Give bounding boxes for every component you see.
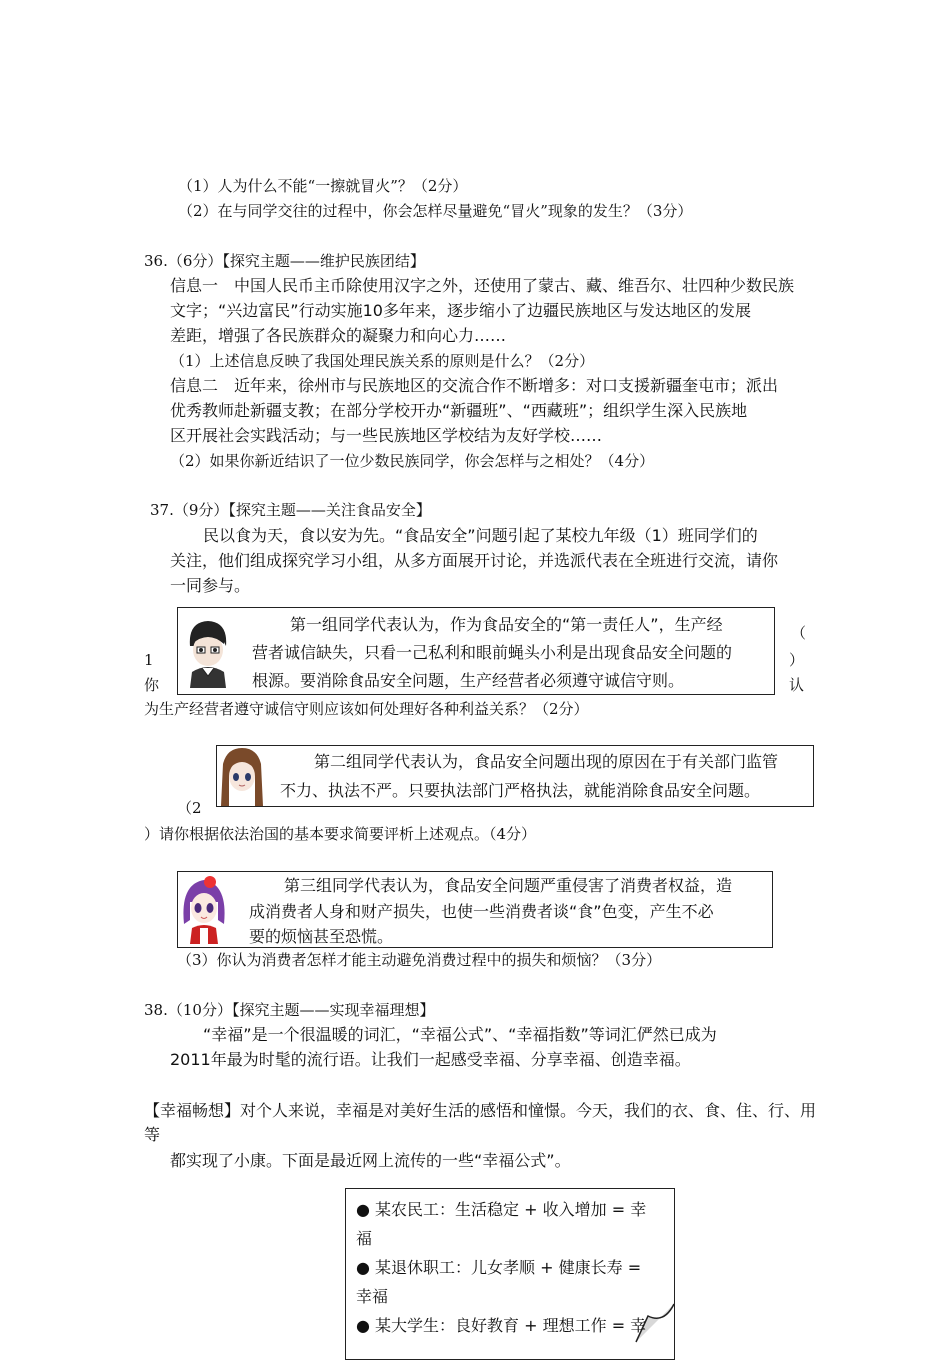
formula-line: ● 某农民工：生活稳定 + 收入增加 = 幸 xyxy=(356,1200,647,1219)
q38-section-line: 都实现了小康。下面是最近网上流传的一些“幸福公式”。 xyxy=(170,1151,571,1170)
q37-intro-line: 民以食为天，食以安为先。“食品安全”问题引起了某校九年级（1）班同学们的 xyxy=(203,526,758,545)
formula-line: ● 某退休职工：儿女孝顺 + 健康长寿 = xyxy=(356,1258,642,1277)
q38-section-line: 【幸福畅想】对个人来说，幸福是对美好生活的感悟和憧憬。今天，我们的衣、食、住、行、用 xyxy=(144,1101,817,1120)
girl-avatar-icon xyxy=(219,746,265,806)
group3-line: 第三组同学代表认为，食品安全问题严重侵害了消费者权益，造 xyxy=(284,876,733,895)
formula-line: 幸福 xyxy=(356,1287,389,1306)
q37-sub3: （3）你认为消费者怎样才能主动避免消费过程中的损失和烦恼？（3分） xyxy=(177,951,662,969)
formula-line: ● 某大学生：良好教育 + 理想工作 = 幸 xyxy=(356,1316,647,1335)
q36-info2-line: 信息二 近年来，徐州市与民族地区的交流合作不断增多：对口支援新疆奎屯市；派出 xyxy=(170,376,779,395)
group3-line: 要的烦恼甚至恐慌。 xyxy=(249,927,394,946)
q36-sub2: （2）如果你新近结识了一位少数民族同学，你会怎样与之相处？（4分） xyxy=(170,452,655,470)
q37-sub1-fragment: ） xyxy=(789,651,805,669)
girl-purple-avatar-icon xyxy=(180,874,228,944)
q37-intro-line: 关注，他们组成探究学习小组，从多方面展开讨论，并选派代表在全班进行交流，请你 xyxy=(170,551,779,570)
q38-intro-line: “幸福”是一个很温暖的词汇，“幸福公式”、“幸福指数”等词汇俨然已成为 xyxy=(203,1025,717,1044)
q37-sub2-fragment: （2 xyxy=(177,799,202,817)
q35-sub1: （1）人为什么不能“一擦就冒火”？（2分） xyxy=(178,177,468,195)
q36-sub1: （1）上述信息反映了我国处理民族关系的原则是什么？（2分） xyxy=(170,352,595,370)
q36-info2-line: 优秀教师赴新疆支教；在部分学校开办“新疆班”、“西藏班”；组织学生深入民族地 xyxy=(170,401,748,420)
q36-heading: 36.（6分）【探究主题——维护民族团结】 xyxy=(144,252,425,270)
q37-sub1-fragment: （ xyxy=(791,624,807,642)
group1-line: 根源。要消除食品安全问题，生产经营者必须遵守诚信守则。 xyxy=(252,671,685,690)
formula-line: 福 xyxy=(356,1229,373,1248)
group2-line: 第二组同学代表认为，食品安全问题出现的原因在于有关部门监管 xyxy=(314,752,779,771)
q36-info2-line: 区开展社会实践活动；与一些民族地区学校结为友好学校…… xyxy=(170,426,603,445)
q36-info1-line: 信息一 中国人民币主币除使用汉字之外，还使用了蒙古、藏、维吾尔、壮四种少数民族 xyxy=(170,276,795,295)
group1-line: 营者诚信缺失，只看一己私利和眼前蝇头小利是出现食品安全问题的 xyxy=(252,643,733,662)
q37-sub1-fragment: 你 xyxy=(144,676,160,694)
q35-sub2: （2）在与同学交往的过程中，你会怎样尽量避免“冒火”现象的发生？（3分） xyxy=(178,202,693,220)
q38-heading: 38.（10分）【探究主题——实现幸福理想】 xyxy=(144,1001,435,1019)
q38-intro-line: 2011年最为时髦的流行语。让我们一起感受幸福、分享幸福、创造幸福。 xyxy=(170,1050,691,1069)
group1-line: 第一组同学代表认为，作为食品安全的“第一责任人”，生产经 xyxy=(290,615,723,634)
boy-avatar-icon xyxy=(182,616,234,688)
q37-sub1-fragment: 认 xyxy=(789,676,805,694)
q37-heading: 37.（9分）【探究主题——关注食品安全】 xyxy=(150,501,431,519)
group2-line: 不力、执法不严。只要执法部门严格执法，就能消除食品安全问题。 xyxy=(280,781,761,800)
q36-info1-line: 文字；“兴边富民”行动实施10多年来，逐步缩小了边疆民族地区与发达地区的发展 xyxy=(170,301,751,320)
q36-info1-line: 差距，增强了各民族群众的凝聚力和向心力…… xyxy=(170,326,507,345)
q37-sub1-fragment: 1 xyxy=(144,651,154,669)
q37-intro-line: 一同参与。 xyxy=(170,576,251,595)
q38-section-line: 等 xyxy=(144,1125,161,1144)
q37-sub2: ）请你根据依法治国的基本要求简要评析上述观点。（4分） xyxy=(144,825,537,843)
group3-line: 成消费者人身和财产损失，也使一些消费者谈“食”色变，产生不必 xyxy=(249,902,714,921)
q37-sub1: 为生产经营者遵守诚信守则应该如何处理好各种利益关系？（2分） xyxy=(144,700,589,718)
